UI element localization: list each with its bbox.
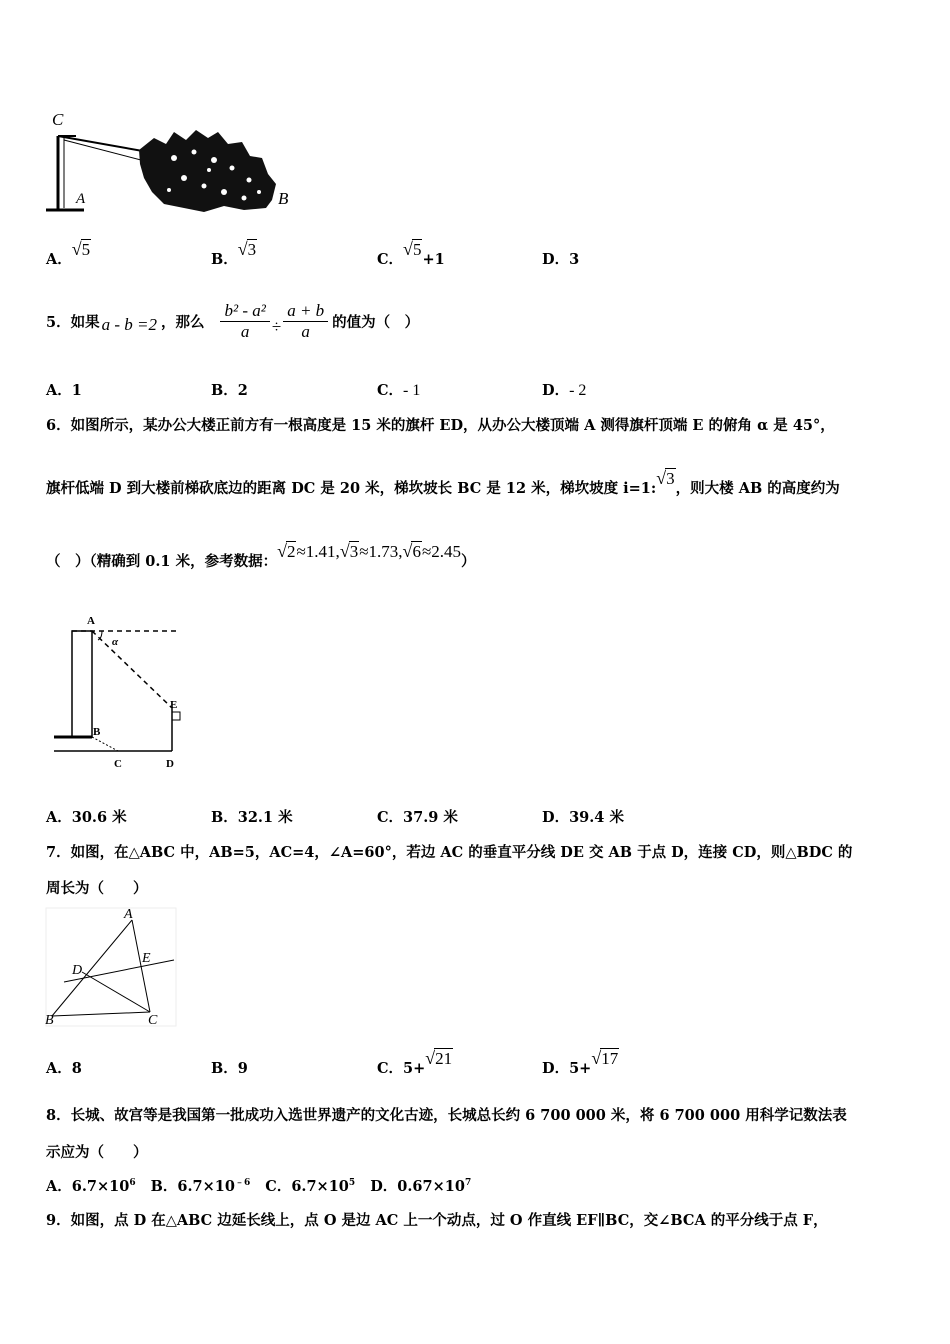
q7-fig-label-c: C — [148, 1013, 158, 1028]
q7-option-c-label: C．5+ — [377, 1060, 426, 1077]
q7-fig-label-d: D — [72, 963, 83, 978]
q6-fig-label-alpha: α — [112, 636, 119, 648]
q6-fig-label-e: E — [170, 699, 178, 711]
q7-fig-label-b: B — [45, 1013, 54, 1028]
q6-line-3-end: ） — [461, 553, 476, 570]
q7-option-d-label: D．5+ — [542, 1060, 592, 1077]
q6-line-2 — [46, 468, 840, 498]
q8-option-a[interactable] — [46, 1178, 136, 1195]
q6-fig-angle-arc — [98, 631, 102, 640]
q6-ref-radicand-2: 3 — [349, 542, 359, 561]
fig4-label-c: C — [52, 110, 64, 129]
q6-ref-radicand-1: 2 — [286, 542, 296, 561]
q6-line-3 — [46, 541, 476, 571]
figure-building-flagpole — [50, 612, 190, 774]
q5-fraction-1-numerator: b² - a² — [224, 300, 266, 320]
q4-option-b-label: B． — [211, 251, 238, 268]
q8-options — [46, 1175, 471, 1196]
q7-option-d[interactable] — [542, 1048, 619, 1078]
fig4-label-a: A — [76, 191, 86, 207]
q5-option-a[interactable]: A．1 — [46, 382, 82, 399]
q7-option-d-radicand: 17 — [601, 1049, 619, 1068]
q5-suffix: 的值为（ ） — [332, 313, 420, 331]
q6-option-c[interactable]: C．37.9 米 — [377, 809, 458, 826]
q8-option-c-exponent: 5 — [348, 1178, 356, 1189]
q6-fig-building — [72, 631, 92, 737]
q6-ref-radicand-3: 6 — [412, 542, 421, 561]
q5-fraction-2 — [283, 301, 328, 342]
q6-line-2-end: ，则大楼 AB 的高度约为 — [675, 480, 840, 497]
q4-option-b[interactable] — [211, 239, 257, 269]
figure-tree-triangle — [44, 108, 300, 216]
q8-option-b-exponent: ﹣6 — [234, 1178, 251, 1189]
q6-fig-flag — [172, 712, 180, 720]
q4-option-c-math: √5 — [403, 239, 422, 259]
q6-fig-label-b: B — [93, 726, 101, 738]
q5-option-c[interactable] — [377, 379, 420, 400]
q6-line-3-start: （ ）（精确到 0.1 米，参考数据： — [46, 553, 278, 570]
q4-option-b-radicand: 3 — [247, 240, 257, 259]
q4-option-c-suffix: +1 — [422, 251, 445, 268]
q7-option-d-math: √17 — [591, 1048, 619, 1068]
q7-line-1: 7．如图，在△ABC 中，AB=5，AC=4，∠A=60°，若边 AC 的垂直平分线 DE 交 AB 于点 D，连接 CD，则△BDC 的 — [46, 844, 853, 861]
q7-option-a[interactable]: A．8 — [46, 1060, 82, 1077]
q8-option-d-label: D．0.67×10 — [370, 1178, 465, 1195]
q7-fig-segment-cd — [82, 972, 150, 1012]
q7-fig-side-ac — [132, 920, 150, 1012]
q6-option-d[interactable]: D．39.4 米 — [542, 809, 624, 826]
q8-option-b-label: B．6.7×10 — [150, 1178, 235, 1195]
q6-slope-math: √3 — [656, 468, 675, 488]
q7-fig-side-bc — [52, 1012, 150, 1016]
q4-option-a[interactable] — [46, 239, 91, 269]
q9-line-1: 9．如图，点 D 在△ABC 边延长线上，点 O 是边 AC 上一个动点，过 O 作直线 EF∥BC，交∠BCA 的平分线于点 F， — [46, 1212, 828, 1229]
q5-condition: a - b =2 — [101, 315, 157, 334]
q7-line-2: 周长为（ ） — [46, 880, 148, 897]
q8-option-a-label: A．6.7×10 — [46, 1178, 130, 1195]
q4-option-c-label: C． — [377, 251, 404, 268]
figure-triangle-abc — [44, 906, 178, 1028]
q8-option-a-exponent: 6 — [129, 1178, 136, 1189]
q6-slope-radicand: 3 — [666, 469, 675, 488]
q5-fraction-1 — [220, 301, 269, 342]
q8-line-1: 8．长城、故宫等是我国第一批成功入选世界遗产的文化古迹，长城总长约 6 700 000 米，将 6 700 000 用科学记数法表 — [46, 1107, 847, 1124]
q4-option-c-radicand: 5 — [412, 240, 422, 259]
q5-fraction-2-numerator: a + b — [287, 300, 325, 320]
q5-option-d-label: D． — [542, 382, 570, 399]
q6-fig-label-d: D — [166, 758, 174, 770]
fig4-label-b: B — [278, 189, 289, 208]
q4-option-a-radicand: 5 — [81, 240, 91, 259]
q7-option-c[interactable] — [377, 1048, 453, 1078]
q8-option-d[interactable] — [370, 1178, 471, 1195]
q5-option-c-value: - 1 — [403, 382, 421, 399]
q6-fig-label-c: C — [114, 758, 122, 770]
q6-fig-slope — [92, 737, 118, 751]
q5-prefix: 5．如果 — [46, 313, 100, 331]
q6-line-2-start: 旗杆低端 D 到大楼前梯砍底边的距离 DC 是 20 米，梯坎坡长 BC 是 12 米，梯坎坡度 i=1: — [46, 480, 657, 497]
q5-fraction-2-denominator: a — [283, 321, 328, 342]
q6-line-1: 6．如图所示，某办公大楼正前方有一根高度是 15 米的旗杆 ED，从办公大楼顶端 A 测得旗杆顶端 E 的俯角 α 是 45°， — [46, 417, 835, 434]
q6-fig-sight-line — [92, 631, 171, 707]
q5-fraction-1-denominator: a — [220, 321, 269, 342]
q5-question — [46, 294, 419, 348]
q6-reference-data: √2≈1.41,√3≈1.73,√6≈2.45 — [277, 541, 462, 561]
q7-fig-frame — [46, 908, 176, 1026]
q5-division-sign: ÷ — [271, 317, 282, 336]
q4-option-a-label: A． — [46, 251, 72, 268]
q4-option-d[interactable]: D．3 — [542, 251, 580, 268]
q8-option-b[interactable] — [151, 1178, 251, 1195]
q5-option-d[interactable] — [542, 379, 586, 400]
q5-mid: ，那么 — [160, 313, 205, 331]
q4-option-b-math: √3 — [237, 239, 257, 259]
q6-ref-value-1: ≈1.41, — [296, 542, 340, 561]
q5-option-c-label: C． — [377, 382, 404, 399]
q8-option-d-exponent: 7 — [464, 1178, 472, 1189]
q4-option-c[interactable] — [377, 239, 445, 269]
q6-option-a[interactable]: A．30.6 米 — [46, 809, 127, 826]
q8-option-c[interactable] — [265, 1178, 355, 1195]
q6-ref-value-3: ≈2.45 — [421, 542, 462, 561]
q6-fig-label-a: A — [87, 615, 95, 627]
q6-option-b[interactable]: B．32.1 米 — [211, 809, 293, 826]
q7-option-c-radicand: 21 — [435, 1049, 453, 1068]
q5-option-d-value: - 2 — [569, 382, 587, 399]
q7-option-c-math: √21 — [425, 1048, 453, 1068]
q4-option-a-math: √5 — [71, 239, 91, 259]
q8-option-c-label: C．6.7×10 — [265, 1178, 349, 1195]
q7-fig-label-a: A — [124, 907, 133, 922]
q7-option-b[interactable]: B．9 — [211, 1060, 248, 1077]
q5-option-b[interactable]: B．2 — [211, 382, 248, 399]
q7-fig-label-e: E — [142, 951, 151, 966]
q6-ref-value-2: ≈1.73, — [359, 542, 403, 561]
q7-fig-side-ab — [52, 920, 132, 1016]
q8-line-2: 示应为（ ） — [46, 1144, 148, 1161]
